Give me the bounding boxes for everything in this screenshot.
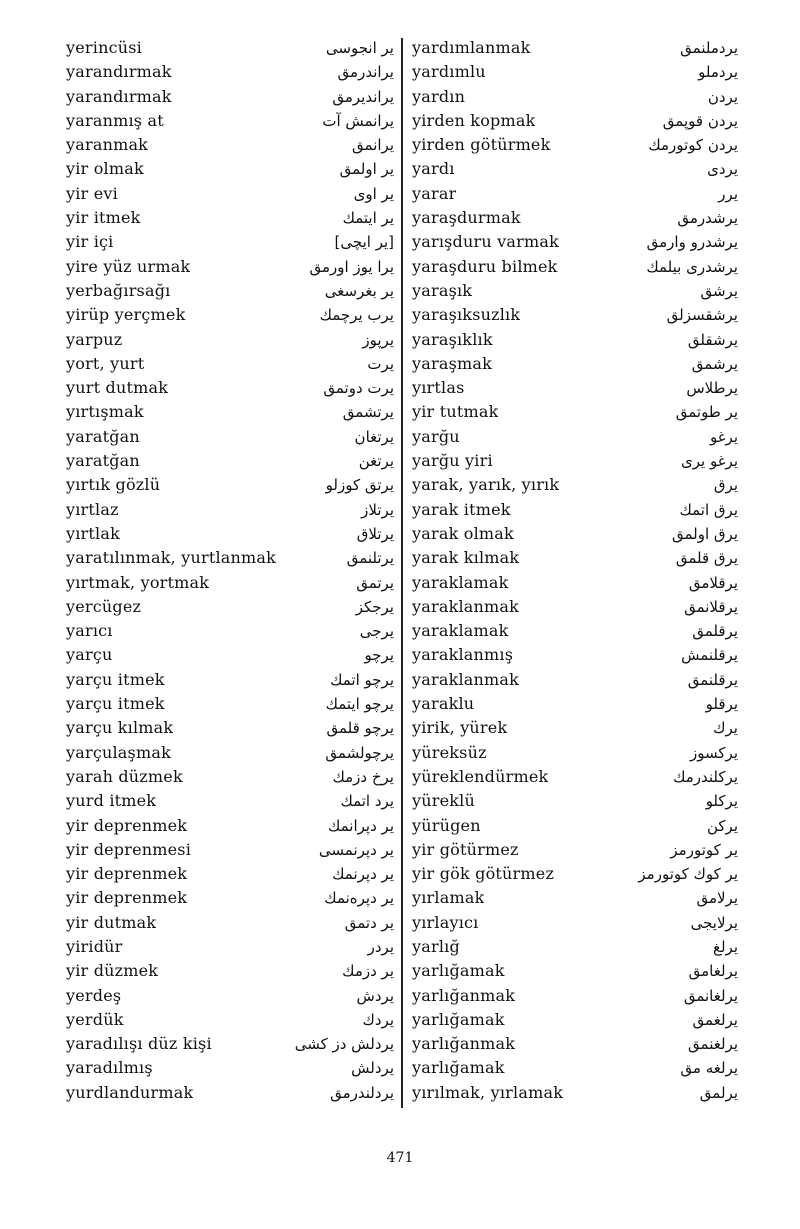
- entry-transliteration: yüreklü: [412, 791, 475, 811]
- entry-transliteration: yırtlas: [412, 378, 465, 398]
- dictionary-entry: [412, 716, 738, 740]
- dictionary-entry: [412, 36, 738, 60]
- dictionary-entry: [66, 182, 394, 206]
- entry-transliteration: yaraklu: [412, 694, 475, 714]
- entry-arabic-script: یرطلاس: [686, 379, 738, 398]
- entry-arabic-script: یرت دوتمق: [323, 379, 394, 398]
- entry-transliteration: yaraklamak: [412, 572, 509, 592]
- dictionary-entry: [66, 886, 394, 910]
- entry-arabic-script: یرچو: [364, 646, 394, 665]
- entry-arabic-script: یر كوك كوتورمز: [638, 865, 738, 884]
- entry-transliteration: yüreksüz: [412, 742, 487, 762]
- dictionary-entry: [66, 400, 394, 424]
- entry-arabic-script: یردملو: [698, 63, 738, 82]
- entry-arabic-script: یرق اولمق: [671, 524, 738, 543]
- entry-arabic-script: یرتلنمق: [346, 549, 394, 568]
- right-column: [412, 36, 738, 1116]
- entry-arabic-script: یرجی: [359, 622, 394, 641]
- entry-transliteration: yarğu yiri: [412, 451, 493, 471]
- entry-arabic-script: یر طوتمق: [675, 403, 738, 422]
- entry-arabic-script: یرغو: [709, 427, 738, 446]
- dictionary-entry: [412, 789, 738, 813]
- entry-transliteration: yırtlaz: [66, 499, 119, 519]
- dictionary-entry: [412, 303, 738, 327]
- entry-transliteration: yerbağırsağı: [66, 280, 171, 300]
- entry-arabic-script: یر دپرنمك: [332, 865, 394, 884]
- dictionary-entry: [412, 473, 738, 497]
- entry-arabic-script: یردش: [356, 986, 394, 1005]
- entry-transliteration: yardımlu: [412, 62, 486, 82]
- entry-arabic-script: یرقلنمش: [681, 646, 738, 665]
- entry-arabic-script: یرلغنمق: [688, 1035, 738, 1054]
- dictionary-entry: [412, 206, 738, 230]
- dictionary-entry: [66, 814, 394, 838]
- entry-arabic-script: یرچو ایتمك: [325, 695, 394, 714]
- entry-transliteration: yırtlak: [66, 523, 120, 543]
- dictionary-entry: [412, 1032, 738, 1056]
- entry-transliteration: yire yüz urmak: [66, 256, 191, 276]
- entry-transliteration: yaraşmak: [412, 353, 492, 373]
- entry-transliteration: yaraşdurmak: [412, 208, 521, 228]
- dictionary-entry: [66, 85, 394, 109]
- entry-transliteration: yarak olmak: [412, 523, 514, 543]
- entry-arabic-script: یرتلاق: [356, 524, 394, 543]
- entry-transliteration: yaraşıklık: [412, 329, 493, 349]
- entry-transliteration: yaraklanmak: [412, 669, 520, 689]
- dictionary-entry: [66, 206, 394, 230]
- entry-transliteration: yarak, yarık, yırık: [412, 475, 560, 495]
- entry-arabic-script: یرلغامق: [688, 962, 738, 981]
- entry-transliteration: yürügen: [412, 815, 481, 835]
- entry-transliteration: yaranmış at: [66, 110, 164, 130]
- entry-transliteration: yirüp yerçmek: [66, 305, 186, 325]
- entry-arabic-script: یرك: [713, 719, 738, 738]
- entry-arabic-script: یرشقلق: [687, 330, 738, 349]
- entry-transliteration: yirden kopmak: [412, 110, 536, 130]
- entry-arabic-script: یردن: [707, 87, 738, 106]
- entry-arabic-script: یردر: [367, 937, 394, 956]
- dictionary-entry: [66, 425, 394, 449]
- entry-arabic-script: یردلندرمق: [330, 1083, 394, 1102]
- entry-transliteration: yarçu: [66, 645, 113, 665]
- entry-transliteration: yardı: [412, 159, 455, 179]
- entry-transliteration: yarlığamak: [412, 1009, 505, 1029]
- dictionary-entry: [66, 984, 394, 1008]
- entry-arabic-script: [یر ایچی]: [334, 233, 394, 252]
- dictionary-entry: [66, 36, 394, 60]
- entry-transliteration: yir deprenmek: [66, 815, 188, 835]
- entry-transliteration: yerdük: [66, 1009, 124, 1029]
- dictionary-entry: [412, 546, 738, 570]
- entry-transliteration: yaratılınmak, yurtlanmak: [66, 548, 277, 568]
- dictionary-entry: [412, 182, 738, 206]
- dictionary-entry: [412, 1081, 738, 1105]
- dictionary-entry: [66, 303, 394, 327]
- entry-transliteration: yir olmak: [66, 159, 144, 179]
- entry-arabic-script: یركسوز: [690, 743, 738, 762]
- entry-transliteration: yarlığanmak: [412, 1034, 516, 1054]
- dictionary-entry: [412, 425, 738, 449]
- left-column: [66, 36, 394, 1116]
- dictionary-entry: [66, 522, 394, 546]
- dictionary-entry: [412, 157, 738, 181]
- entry-transliteration: yırlayıcı: [412, 912, 479, 932]
- entry-transliteration: yırılmak, yırlamak: [412, 1082, 564, 1102]
- entry-arabic-script: یر دزمك: [342, 962, 394, 981]
- entry-transliteration: yaranmak: [66, 135, 149, 155]
- entry-arabic-script: یرتغان: [354, 427, 394, 446]
- entry-transliteration: yarlığamak: [412, 1058, 505, 1078]
- entry-transliteration: yir tutmak: [412, 402, 499, 422]
- entry-transliteration: yir gök götürmez: [412, 864, 555, 884]
- entry-arabic-script: یرچو اتمك: [330, 670, 394, 689]
- entry-transliteration: yarçu kılmak: [66, 718, 174, 738]
- entry-arabic-script: یر اولمق: [339, 160, 394, 179]
- dictionary-entry: [412, 643, 738, 667]
- entry-transliteration: yarar: [412, 183, 457, 203]
- dictionary-entry: [66, 571, 394, 595]
- entry-transliteration: yerdeş: [66, 985, 122, 1005]
- entry-arabic-script: یرتغن: [358, 452, 394, 471]
- entry-arabic-script: یرشدرو وارمق: [646, 233, 738, 252]
- entry-transliteration: yardımlanmak: [412, 38, 531, 57]
- entry-arabic-script: یرقلامق: [688, 573, 738, 592]
- entry-arabic-script: یرلغه مق: [680, 1059, 738, 1078]
- entry-transliteration: yaraşık: [412, 280, 473, 300]
- entry-transliteration: yercügez: [66, 596, 142, 616]
- dictionary-entry: [412, 376, 738, 400]
- entry-transliteration: yurdlandurmak: [66, 1082, 194, 1102]
- entry-transliteration: yurt dutmak: [66, 378, 169, 398]
- entry-transliteration: yaraşduru bilmek: [412, 256, 558, 276]
- dictionary-entry: [412, 984, 738, 1008]
- dictionary-entry: [412, 255, 738, 279]
- dictionary-entry: [66, 911, 394, 935]
- column-divider: [401, 38, 403, 1108]
- page-number: 471: [386, 1150, 414, 1166]
- entry-arabic-script: یرچو قلمق: [326, 719, 394, 738]
- dictionary-entry: [66, 741, 394, 765]
- entry-transliteration: yirik, yürek: [412, 718, 508, 738]
- entry-arabic-script: یرقلمق: [692, 622, 738, 641]
- entry-arabic-script: یرلمق: [699, 1083, 738, 1102]
- entry-transliteration: yaraklamak: [412, 621, 509, 641]
- dictionary-entry: [412, 1008, 738, 1032]
- dictionary-entry: [66, 643, 394, 667]
- dictionary-entry: [66, 449, 394, 473]
- entry-transliteration: yarğu: [412, 426, 460, 446]
- entry-transliteration: yiridür: [66, 936, 123, 956]
- dictionary-entry: [66, 109, 394, 133]
- entry-arabic-script: یر دپرانمك: [327, 816, 394, 835]
- entry-transliteration: yarandırmak: [66, 86, 172, 106]
- dictionary-entry: [412, 133, 738, 157]
- entry-arabic-script: یرتق كوزلو: [325, 476, 394, 495]
- entry-transliteration: yort, yurt: [66, 353, 145, 373]
- dictionary-entry: [66, 716, 394, 740]
- dictionary-entry: [66, 1008, 394, 1032]
- entry-arabic-script: یرق اتمك: [679, 500, 738, 519]
- dictionary-entry: [412, 522, 738, 546]
- dictionary-entry: [412, 1056, 738, 1080]
- entry-arabic-script: یراندرمق: [337, 63, 394, 82]
- entry-transliteration: yarıcı: [66, 621, 113, 641]
- entry-transliteration: yüreklendürmek: [412, 766, 549, 786]
- dictionary-entry: [66, 255, 394, 279]
- entry-arabic-script: یرانمش آت: [322, 111, 394, 130]
- dictionary-entry: [66, 498, 394, 522]
- dictionary-entry: [66, 546, 394, 570]
- dictionary-entry: [66, 935, 394, 959]
- dictionary-entry: [66, 668, 394, 692]
- entry-arabic-script: یرتمق: [356, 573, 394, 592]
- dictionary-entry: [412, 109, 738, 133]
- dictionary-entry: [66, 60, 394, 84]
- entry-transliteration: yir dutmak: [66, 912, 157, 932]
- entry-arabic-script: یردی: [707, 160, 738, 179]
- dictionary-entry: [412, 279, 738, 303]
- entry-arabic-script: یرشقسزلق: [666, 306, 738, 325]
- entry-arabic-script: یرشدری بیلمك: [646, 257, 738, 276]
- dictionary-entry: [66, 838, 394, 862]
- entry-transliteration: yarçu itmek: [66, 669, 165, 689]
- entry-transliteration: yir götürmez: [412, 839, 519, 859]
- entry-arabic-script: یردملنمق: [680, 39, 738, 57]
- entry-arabic-script: یردلش دز كشی: [294, 1035, 394, 1054]
- entry-arabic-script: یرد اتمك: [340, 792, 394, 811]
- entry-transliteration: yaradılmış: [66, 1058, 153, 1078]
- entry-transliteration: yerincüsi: [66, 38, 142, 57]
- entry-arabic-script: یرا یوز اورمق: [309, 257, 394, 276]
- entry-arabic-script: یر كوتورمز: [670, 840, 738, 859]
- dictionary-entry: [66, 862, 394, 886]
- entry-arabic-script: یركن: [706, 816, 738, 835]
- entry-arabic-script: یرقلو: [705, 695, 738, 714]
- entry-arabic-script: یرب یرچمك: [319, 306, 394, 325]
- entry-arabic-script: یرتشمق: [342, 403, 394, 422]
- dictionary-entry: [412, 741, 738, 765]
- dictionary-entry: [412, 911, 738, 935]
- entry-arabic-script: یرشدرمق: [677, 209, 738, 228]
- entry-arabic-script: یردن كوتورمك: [648, 136, 738, 155]
- dictionary-entry: [66, 133, 394, 157]
- entry-arabic-script: یرق: [713, 476, 738, 495]
- entry-transliteration: yaradılışı düz kişi: [66, 1034, 212, 1054]
- dictionary-entry: [412, 400, 738, 424]
- dictionary-entry: [66, 765, 394, 789]
- entry-arabic-script: یردك: [362, 1010, 394, 1029]
- entry-arabic-script: یر ایتمك: [342, 209, 394, 228]
- dictionary-entry: [412, 886, 738, 910]
- entry-arabic-script: یرقلنمق: [687, 670, 738, 689]
- entry-transliteration: yarlığanmak: [412, 985, 516, 1005]
- dictionary-entry: [412, 571, 738, 595]
- dictionary-entry: [66, 789, 394, 813]
- entry-arabic-script: یرلامق: [696, 889, 738, 908]
- dictionary-entry: [412, 862, 738, 886]
- entry-arabic-script: یركلندرمك: [673, 767, 738, 786]
- entry-arabic-script: یرر: [718, 184, 738, 203]
- entry-arabic-script: یر بغرسغی: [324, 281, 394, 300]
- entry-arabic-script: یر دپرنمسی: [318, 840, 394, 859]
- entry-transliteration: yarçulaşmak: [66, 742, 171, 762]
- dictionary-entry: [412, 352, 738, 376]
- dictionary-entry: [66, 473, 394, 497]
- dictionary-entry: [66, 328, 394, 352]
- entry-transliteration: yir düzmek: [66, 961, 159, 981]
- entry-transliteration: yardın: [412, 86, 466, 106]
- dictionary-entry: [412, 765, 738, 789]
- entry-transliteration: yir deprenmek: [66, 864, 188, 884]
- entry-transliteration: yarlığ: [412, 936, 460, 956]
- entry-transliteration: yirden götürmek: [412, 135, 551, 155]
- entry-arabic-script: یرلغمق: [692, 1010, 738, 1029]
- dictionary-entry: [412, 230, 738, 254]
- entry-arabic-script: یركلو: [705, 792, 738, 811]
- entry-transliteration: yaraklanmış: [412, 645, 514, 665]
- dictionary-entry: [412, 595, 738, 619]
- dictionary-entry: [412, 692, 738, 716]
- entry-transliteration: yaraklanmak: [412, 596, 520, 616]
- dictionary-entry: [412, 60, 738, 84]
- entry-transliteration: yurd itmek: [66, 791, 157, 811]
- dictionary-entry: [66, 157, 394, 181]
- entry-arabic-script: یر اوی: [353, 184, 394, 203]
- entry-arabic-script: یراندیرمق: [332, 87, 394, 106]
- entry-arabic-script: یر دتمق: [344, 913, 394, 932]
- dictionary-entry: [66, 1081, 394, 1105]
- entry-arabic-script: یرجكز: [355, 597, 394, 616]
- dictionary-entry: [412, 814, 738, 838]
- dictionary-entry: [412, 85, 738, 109]
- entry-transliteration: yarlığamak: [412, 961, 505, 981]
- entry-arabic-script: یرلایجی: [690, 913, 738, 932]
- dictionary-entry: [66, 619, 394, 643]
- entry-arabic-script: یرق قلمق: [675, 549, 738, 568]
- entry-transliteration: yarah düzmek: [66, 766, 183, 786]
- entry-transliteration: yırtmak, yortmak: [66, 572, 210, 592]
- entry-transliteration: yarışduru varmak: [412, 232, 559, 252]
- entry-transliteration: yir deprenmek: [66, 888, 188, 908]
- entry-arabic-script: یرلغ: [712, 937, 738, 956]
- entry-arabic-script: یرغو یری: [680, 452, 738, 471]
- dictionary-entry: [66, 376, 394, 400]
- dictionary-entry: [412, 668, 738, 692]
- dictionary-entry: [412, 619, 738, 643]
- dictionary-entry: [66, 352, 394, 376]
- entry-arabic-script: یرلغانمق: [683, 986, 738, 1005]
- entry-arabic-script: یرانمق: [352, 136, 394, 155]
- entry-arabic-script: یرتلاز: [361, 500, 394, 519]
- entry-transliteration: yırtık gözlü: [66, 475, 161, 495]
- dictionary-entry: [66, 1032, 394, 1056]
- entry-transliteration: yarak itmek: [412, 499, 511, 519]
- dictionary-entry: [66, 959, 394, 983]
- entry-arabic-script: یرچولشمق: [325, 743, 394, 762]
- entry-transliteration: yir deprenmesi: [66, 839, 192, 859]
- entry-arabic-script: یردن قوپمق: [662, 111, 738, 130]
- dictionary-entry: [412, 935, 738, 959]
- entry-transliteration: yarandırmak: [66, 62, 172, 82]
- entry-transliteration: yaratğan: [66, 426, 140, 446]
- dictionary-entry: [412, 328, 738, 352]
- dictionary-entry: [66, 279, 394, 303]
- entry-arabic-script: یرشق: [700, 281, 738, 300]
- entry-transliteration: yir içi: [66, 232, 114, 252]
- entry-transliteration: yaratğan: [66, 451, 140, 471]
- entry-transliteration: yırlamak: [412, 888, 485, 908]
- entry-arabic-script: یردلش: [351, 1059, 394, 1078]
- dictionary-entry: [66, 595, 394, 619]
- entry-transliteration: yarçu itmek: [66, 694, 165, 714]
- entry-arabic-script: یرقلانمق: [684, 597, 738, 616]
- entry-arabic-script: یرپوز: [362, 330, 394, 349]
- dictionary-entry: [412, 838, 738, 862]
- entry-arabic-script: یرت: [367, 354, 394, 373]
- entry-arabic-script: یرشمق: [691, 354, 738, 373]
- entry-transliteration: yir itmek: [66, 208, 141, 228]
- dictionary-entry: [66, 1056, 394, 1080]
- dictionary-entry: [412, 498, 738, 522]
- entry-transliteration: yarpuz: [66, 329, 123, 349]
- dictionary-entry: [412, 449, 738, 473]
- entry-arabic-script: یرخ دزمك: [332, 767, 394, 786]
- entry-arabic-script: یر دپرەنمك: [324, 889, 394, 908]
- entry-transliteration: yırtışmak: [66, 402, 144, 422]
- entry-arabic-script: یر انجوسی: [325, 39, 394, 57]
- dictionary-entry: [412, 959, 738, 983]
- dictionary-entry: [66, 692, 394, 716]
- entry-transliteration: yaraşıksuzlık: [412, 305, 521, 325]
- dictionary-entry: [66, 230, 394, 254]
- entry-transliteration: yir evi: [66, 183, 118, 203]
- entry-transliteration: yarak kılmak: [412, 548, 520, 568]
